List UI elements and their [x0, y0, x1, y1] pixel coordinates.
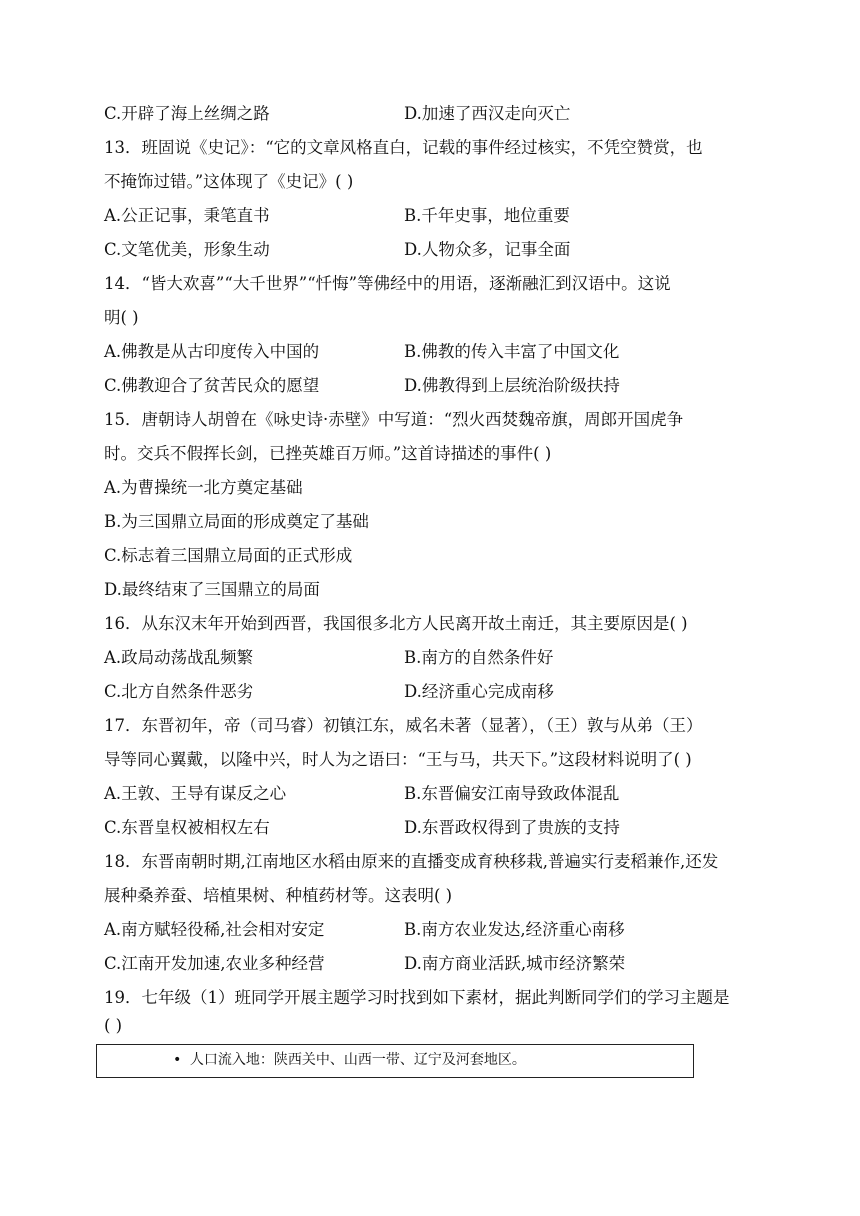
q14-option-a[interactable]: A.佛教是从古印度传入中国的 — [104, 342, 320, 361]
q17-option-b[interactable]: B.东晋偏安江南导致政体混乱 — [404, 784, 620, 803]
q18-option-a[interactable]: A.南方赋轻役稀,社会相对安定 — [104, 920, 325, 939]
q13-option-a[interactable]: A.公正记事，秉笔直书 — [104, 206, 270, 225]
q12-option-row-cd — [104, 104, 571, 124]
q13-option-row-ab — [104, 206, 570, 226]
q18-option-row-ab — [104, 920, 625, 940]
q17-option-row-ab — [104, 784, 620, 804]
q16-option-d[interactable]: D.经济重心完成南移 — [404, 682, 554, 701]
q14-stem-line1: 14．“皆大欢喜”“大千世界”“忏悔”等佛经中的用语，逐渐融汇到汉语中。这说 — [104, 274, 671, 293]
q12-option-d[interactable]: D.加速了西汉走向灭亡 — [404, 104, 571, 123]
q14-option-row-cd — [104, 376, 620, 396]
q13-option-b[interactable]: B.千年史事，地位重要 — [404, 206, 570, 225]
q19-material-box — [96, 1044, 694, 1078]
q19-stem-line2: ( ) — [104, 1016, 123, 1035]
q14-option-c[interactable]: C.佛教迎合了贫苦民众的愿望 — [104, 376, 320, 395]
q18-option-b[interactable]: B.南方农业发达,经济重心南移 — [404, 920, 625, 939]
q13-option-d[interactable]: D.人物众多，记事全面 — [404, 240, 571, 259]
q17-option-c[interactable]: C.东晋皇权被相权左右 — [104, 818, 270, 837]
q16-option-row-cd — [104, 682, 554, 702]
q15-option-d[interactable]: D.最终结束了三国鼎立的局面 — [104, 580, 320, 599]
q16-option-c[interactable]: C.北方自然条件恶劣 — [104, 682, 254, 701]
q13-stem-line2: 不掩饰过错。”这体现了《史记》( ) — [104, 172, 354, 191]
q15-stem-line2: 时。交兵不假挥长剑，已挫英雄百万师。”这首诗描述的事件( ) — [104, 444, 552, 463]
q18-option-c[interactable]: C.江南开发加速,农业多种经营 — [104, 954, 325, 973]
q14-stem-line2: 明( ) — [104, 308, 139, 327]
q16-option-a[interactable]: A.政局动荡战乱频繁 — [104, 648, 254, 667]
q14-option-d[interactable]: D.佛教得到上层统治阶级扶持 — [404, 376, 620, 395]
q17-option-row-cd — [104, 818, 620, 838]
q18-option-d[interactable]: D.南方商业活跃,城市经济繁荣 — [404, 954, 626, 973]
q16-option-row-ab — [104, 648, 554, 668]
q17-option-d[interactable]: D.东晋政权得到了贵族的支持 — [404, 818, 620, 837]
q15-option-b[interactable]: B.为三国鼎立局面的形成奠定了基础 — [104, 512, 369, 531]
q13-option-row-cd — [104, 240, 571, 260]
q18-stem-line2: 展种桑养蚕、培植果树、种植药材等。这表明( ) — [104, 886, 453, 905]
q16-stem-line1: 16．从东汉末年开始到西晋，我国很多北方人民离开故土南迁，其主要原因是( ) — [104, 614, 688, 633]
q17-option-a[interactable]: A.王敦、王导有谋反之心 — [104, 784, 287, 803]
q16-option-b[interactable]: B.南方的自然条件好 — [404, 648, 554, 667]
q17-stem-line2: 导等同心翼戴，以隆中兴，时人为之语曰：“王与马，共天下。”这段材料说明了( ) — [104, 750, 692, 769]
q18-option-row-cd — [104, 954, 626, 974]
q15-stem-line1: 15．唐朝诗人胡曾在《咏史诗·赤壁》中写道：“烈火西焚魏帝旗，周郎开国虎争 — [104, 410, 684, 429]
q18-stem-line1: 18．东晋南朝时期,江南地区水稻由原来的直播变成育秧移栽,普遍实行麦稻兼作,还发 — [104, 852, 719, 871]
q17-stem-line1: 17．东晋初年，帝（司马睿）初镇江东，威名未著（显著），（王）敦与从弟（王） — [104, 716, 703, 735]
q12-option-c[interactable]: C.开辟了海上丝绸之路 — [104, 104, 270, 123]
q13-stem-line1: 13．班固说《史记》：“它的文章风格直白，记载的事件经过核实，不凭空赞赏，也 — [104, 138, 703, 157]
q19-stem-line1: 19．七年级（1）班同学开展主题学习时找到如下素材，据此判断同学们的学习主题是 — [104, 988, 730, 1007]
q15-option-a[interactable]: A.为曹操统一北方奠定基础 — [104, 478, 303, 497]
q14-option-b[interactable]: B.佛教的传入丰富了中国文化 — [404, 342, 620, 361]
q15-option-c[interactable]: C.标志着三国鼎立局面的正式形成 — [104, 546, 353, 565]
q19-material-text: • 人口流入地：陕西关中、山西一带、辽宁及河套地区。 — [173, 1052, 526, 1068]
q13-option-c[interactable]: C.文笔优美，形象生动 — [104, 240, 270, 259]
q14-option-row-ab — [104, 342, 620, 362]
